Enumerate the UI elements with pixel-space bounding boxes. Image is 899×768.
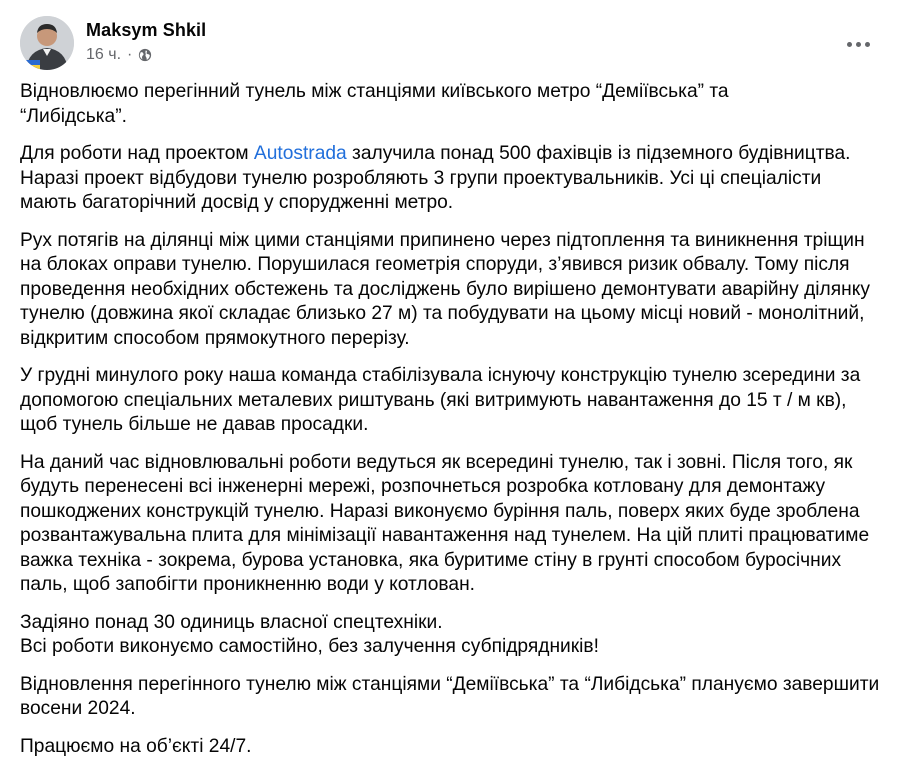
- post-paragraph-3: Рух потягів на ділянці між цими станціями припинено через підтоплення та виникнення тріщин на блоках оправи тунелю. Порушилася геометрія споруди, з’явився ризик обвалу. Тому після проведення необхідних обстежень та досліджень було вирішено демонтувати аварійну ділянку тунелю (довжина якої складає близько 27 м) та побудувати на цьому місці новий - монолітний, відкритим способом прямокутного перерізу.: [20, 229, 870, 349]
- author-name[interactable]: Maksym Shkil: [86, 20, 207, 40]
- post-paragraph-6-line-1: Задіяно понад 30 одиниць власної спецтехніки.: [20, 611, 443, 633]
- post-header: [20, 16, 880, 72]
- post-paragraph-2: [20, 142, 882, 216]
- post-paragraph-1-line-1: Відновлюємо перегінний тунель між станціями київського метро “Деміївська” та: [20, 81, 729, 102]
- autostrada-link[interactable]: Autostrada: [253, 143, 347, 164]
- globe-icon[interactable]: [138, 48, 152, 62]
- post-paragraph-2-start: Для роботи над проектом: [20, 143, 254, 164]
- author-avatar[interactable]: [20, 16, 74, 70]
- post-meta: [86, 46, 152, 64]
- post-paragraph-2-end: залучила понад 500 фахівців із підземного будівництва. Наразі проект відбудови тунелю розробляють 3 групи проектувальників. Усі ці спеціалісти мають багаторічний досвід у спорудженні метро.: [20, 143, 851, 213]
- post-paragraph-6-line-2: Всі роботи виконуємо самостійно, без залучення субпідрядників!: [20, 636, 599, 657]
- more-options-icon: [847, 42, 870, 47]
- post-paragraph-7: Відновлення перегінного тунелю між станціями “Деміївська” та “Либідська” плануємо завершити восени 2024.: [20, 673, 880, 719]
- post-paragraph-5: На даний час відновлювальні роботи ведуться як всередині тунелю, так і зовні. Після того, як будуть перенесені всі інженерні мережі, розпочнеться розробка котловану для демонтажу пошкоджених конструкцій тунелю. Наразі виконуємо буріння паль, поверх яких буде зроблена розвантажувальна плита для мінімізації навантаження над тунелем. На цій плиті працюватиме важка техніка - зокрема, бурова установка, яка буритиме стіну в грунті способом буросічних паль, щоб запобігти проникненню води у котлован.: [20, 451, 870, 595]
- post-paragraph-1-line-2: “Либідська”.: [20, 105, 127, 127]
- meta-separator: ·: [127, 46, 133, 63]
- more-options-button[interactable]: [840, 26, 876, 62]
- person-avatar-icon: [20, 16, 74, 70]
- post-paragraph-1: [20, 80, 882, 129]
- post-time[interactable]: 16 ч.: [86, 46, 122, 63]
- post-paragraph-6: [20, 611, 882, 660]
- post-paragraph-4: У грудні минулого року наша команда стабілізувала існуючу конструкцію тунелю зсередини за допомогою спеціальних металевих риштувань (які витримують навантаження до 15 т / м кв), щоб тунель більше не давав просадки.: [20, 365, 861, 435]
- post-paragraph-8: Працюємо на об’єкті 24/7.: [20, 735, 252, 757]
- post-body: [20, 80, 882, 768]
